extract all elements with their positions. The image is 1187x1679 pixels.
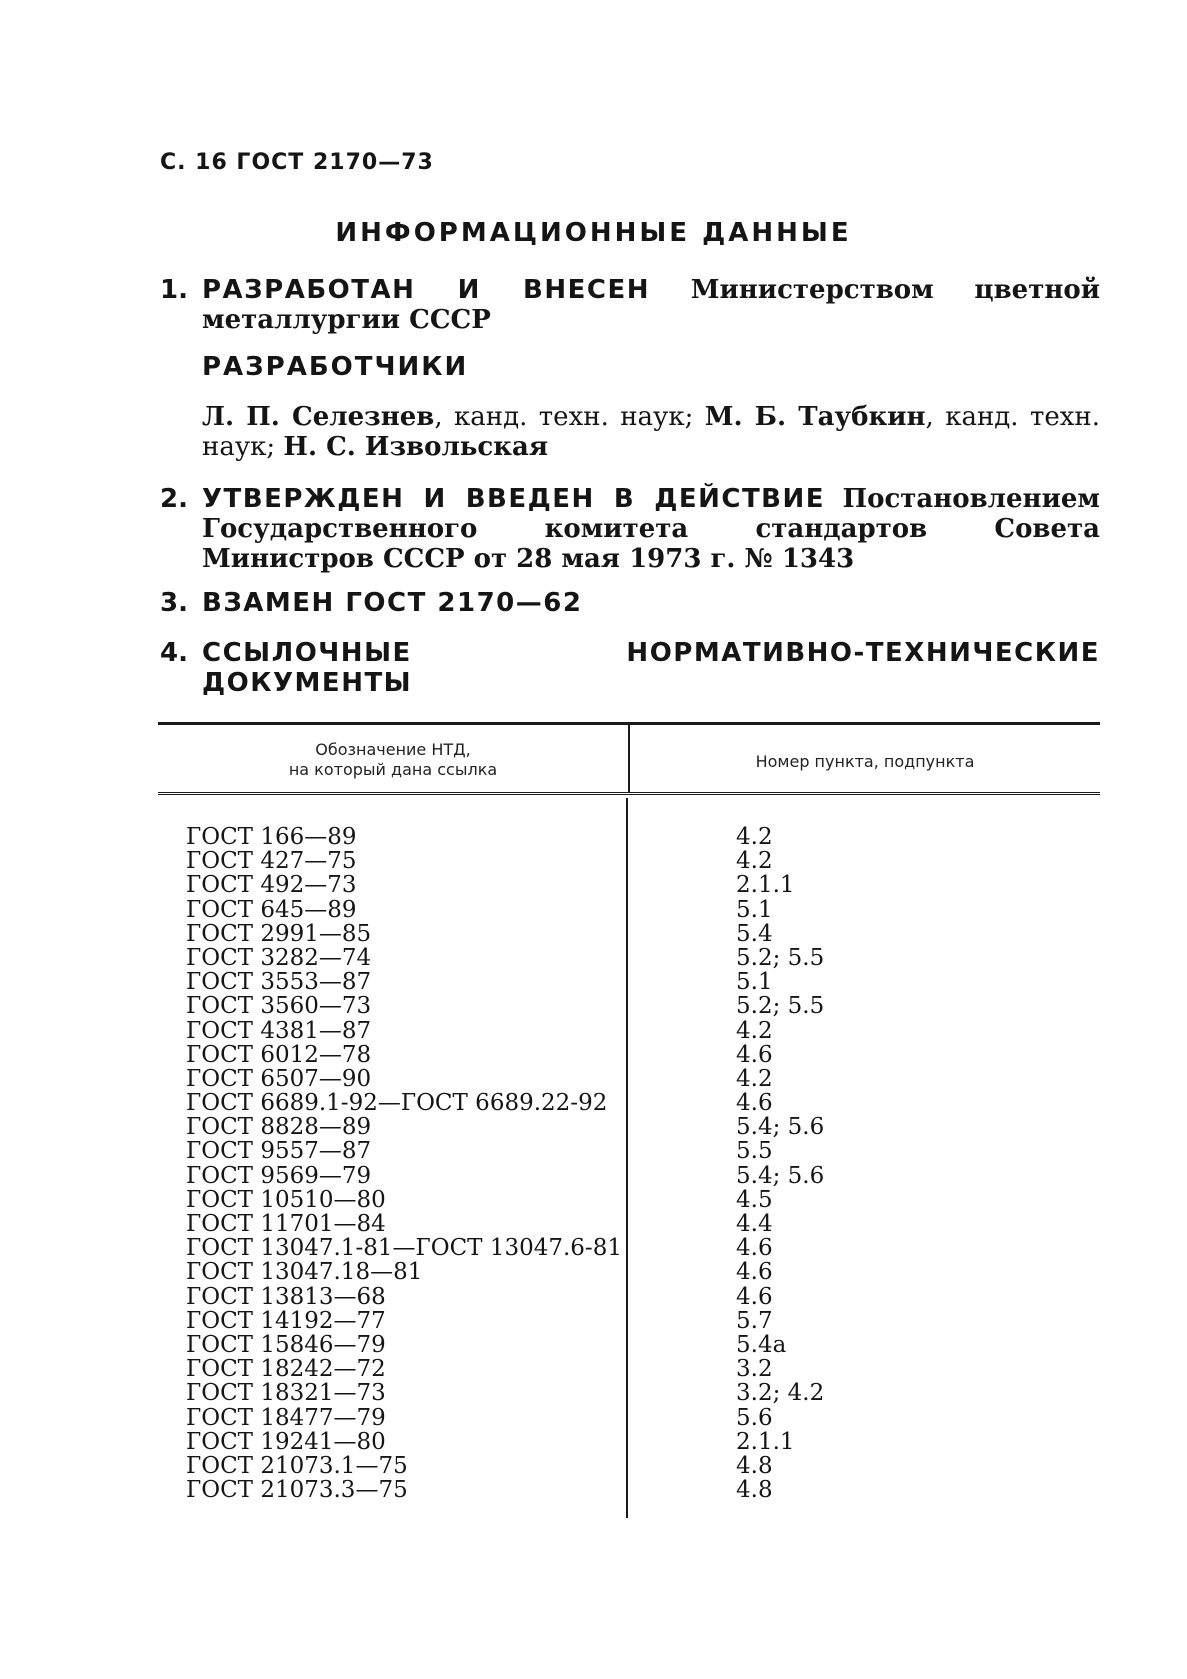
table-row xyxy=(158,1236,1100,1260)
table-rows xyxy=(158,825,1100,1502)
table-row xyxy=(158,873,1100,897)
item-4-caps: ССЫЛОЧНЫЕ НОРМАТИВНО-ТЕХНИЧЕСКИЕ ДОКУМЕНТЫ xyxy=(202,638,1100,698)
column-header-reference-line1: Обозначение НТД, xyxy=(315,740,471,759)
clause-cell: 5.2; 5.5 xyxy=(736,993,825,1020)
clause-cell: 5.4; 5.6 xyxy=(736,1162,825,1189)
clause-cell: 4.6 xyxy=(736,1090,773,1117)
table-row xyxy=(158,1260,1100,1284)
item-1 xyxy=(160,275,1100,335)
clause-cell: 5.4а xyxy=(736,1331,787,1358)
developers-list xyxy=(202,402,1100,462)
table-row xyxy=(158,1067,1100,1091)
item-1-number: 1. xyxy=(160,275,188,305)
reference-cell: ГОСТ 9557—87 xyxy=(186,1138,372,1165)
reference-cell: ГОСТ 6507—90 xyxy=(186,1065,372,1092)
table-row xyxy=(158,1381,1100,1405)
table-row xyxy=(158,994,1100,1018)
reference-cell: ГОСТ 13047.1-81—ГОСТ 13047.6-81 xyxy=(186,1235,622,1262)
table-row xyxy=(158,1091,1100,1115)
reference-cell: ГОСТ 14192—77 xyxy=(186,1307,386,1334)
clause-cell: 5.6 xyxy=(736,1404,773,1431)
reference-cell: ГОСТ 492—73 xyxy=(186,872,357,899)
item-1-text: Министерством цветной металлургии СССР xyxy=(202,275,1100,335)
column-header-reference-line2: на который дана ссылка xyxy=(288,760,498,779)
table-row xyxy=(158,1019,1100,1043)
clause-cell: 4.8 xyxy=(736,1452,773,1479)
table-row xyxy=(158,1285,1100,1309)
clause-cell: 4.2 xyxy=(736,1017,773,1044)
clause-cell: 2.1.1 xyxy=(736,872,795,899)
item-3-caps: ВЗАМЕН ГОСТ 2170—62 xyxy=(202,588,583,618)
reference-cell: ГОСТ 9569—79 xyxy=(186,1162,372,1189)
table-row xyxy=(158,1430,1100,1454)
table-row xyxy=(158,1406,1100,1430)
clause-cell: 4.6 xyxy=(736,1259,773,1286)
reference-cell: ГОСТ 21073.3—75 xyxy=(186,1477,408,1504)
developer-2-degree: , канд. техн. наук; xyxy=(202,402,1100,462)
table-row xyxy=(158,970,1100,994)
reference-cell: ГОСТ 15846—79 xyxy=(186,1331,386,1358)
item-4 xyxy=(160,638,1100,698)
reference-cell: ГОСТ 3560—73 xyxy=(186,993,372,1020)
clause-cell: 5.1 xyxy=(736,969,773,996)
clause-cell: 4.4 xyxy=(736,1211,773,1237)
developers-heading: РАЗРАБОТЧИКИ xyxy=(202,352,469,382)
item-2-caps: УТВЕРЖДЕН И ВВЕДЕН В ДЕЙСТВИЕ xyxy=(202,484,826,514)
reference-cell: ГОСТ 645—89 xyxy=(186,896,357,923)
item-4-number: 4. xyxy=(160,638,188,668)
table-row xyxy=(158,825,1100,849)
clause-cell: 4.8 xyxy=(736,1477,773,1504)
clause-cell: 2.1.1 xyxy=(736,1428,795,1455)
section-title: ИНФОРМАЦИОННЫЕ ДАННЫЕ xyxy=(335,218,852,248)
table-row xyxy=(158,1115,1100,1139)
clause-cell: 5.2; 5.5 xyxy=(736,944,825,971)
clause-cell: 4.5 xyxy=(736,1186,773,1213)
reference-cell: ГОСТ 427—75 xyxy=(186,848,357,875)
reference-cell: ГОСТ 6689.1-92—ГОСТ 6689.22-92 xyxy=(186,1090,608,1117)
item-1-body xyxy=(202,275,1100,335)
clause-cell: 4.6 xyxy=(736,1041,773,1068)
developer-1-degree: , канд. техн. наук; xyxy=(434,402,705,432)
table-row xyxy=(158,922,1100,946)
running-header: С. 16 ГОСТ 2170—73 xyxy=(160,150,434,175)
table-row xyxy=(158,1212,1100,1236)
item-3-number: 3. xyxy=(160,588,188,618)
clause-cell: 4.2 xyxy=(736,1065,773,1092)
column-header-clause: Номер пункта, подпункта xyxy=(755,752,975,771)
clause-cell: 3.2 xyxy=(736,1356,773,1383)
table-row xyxy=(158,1333,1100,1357)
item-4-body xyxy=(202,638,1100,698)
clause-cell: 4.6 xyxy=(736,1235,773,1262)
developer-3: Н. С. Извольская xyxy=(283,432,549,462)
reference-cell: ГОСТ 13813—68 xyxy=(186,1283,386,1310)
table-row xyxy=(158,1188,1100,1212)
clause-cell: 4.2 xyxy=(736,848,773,875)
reference-cell: ГОСТ 2991—85 xyxy=(186,920,372,947)
developer-2: М. Б. Таубкин xyxy=(704,402,926,432)
table-row xyxy=(158,1357,1100,1381)
column-header-reference xyxy=(158,740,628,780)
item-2 xyxy=(160,484,1100,574)
table-row xyxy=(158,898,1100,922)
clause-cell: 3.2; 4.2 xyxy=(736,1380,825,1407)
item-1-caps: РАЗРАБОТАН И ВНЕСЕН xyxy=(202,275,650,305)
clause-cell: 5.4; 5.6 xyxy=(736,1114,825,1141)
reference-cell: ГОСТ 21073.1—75 xyxy=(186,1452,408,1479)
table-header-rule xyxy=(158,792,1100,795)
item-3-body xyxy=(202,588,1100,618)
reference-cell: ГОСТ 18477—79 xyxy=(186,1404,386,1431)
clause-cell: 4.2 xyxy=(736,824,773,850)
table-row xyxy=(158,1043,1100,1067)
clause-cell: 5.4 xyxy=(736,920,773,947)
table-row xyxy=(158,1478,1100,1502)
item-2-text: Постановлением Государственного комитета стандартов Совета Министров СССР от 28 мая 1973 г. № 1343 xyxy=(202,484,1100,574)
reference-cell: ГОСТ 6012—78 xyxy=(186,1041,372,1068)
item-2-body xyxy=(202,484,1100,574)
table-row xyxy=(158,946,1100,970)
item-3 xyxy=(160,588,1100,618)
table-row xyxy=(158,849,1100,873)
table-row xyxy=(158,1454,1100,1478)
reference-cell: ГОСТ 19241—80 xyxy=(186,1428,386,1455)
reference-cell: ГОСТ 11701—84 xyxy=(186,1211,386,1237)
item-2-number: 2. xyxy=(160,484,188,514)
clause-cell: 5.1 xyxy=(736,896,773,923)
reference-cell: ГОСТ 13047.18—81 xyxy=(186,1259,423,1286)
reference-cell: ГОСТ 4381—87 xyxy=(186,1017,372,1044)
developer-1: Л. П. Селезнев xyxy=(202,402,435,432)
reference-cell: ГОСТ 166—89 xyxy=(186,824,357,850)
table-row xyxy=(158,1139,1100,1163)
reference-cell: ГОСТ 18242—72 xyxy=(186,1356,386,1383)
clause-cell: 5.5 xyxy=(736,1138,773,1165)
reference-cell: ГОСТ 8828—89 xyxy=(186,1114,372,1141)
clause-cell: 4.6 xyxy=(736,1283,773,1310)
reference-cell: ГОСТ 3282—74 xyxy=(186,944,372,971)
reference-cell: ГОСТ 10510—80 xyxy=(186,1186,386,1213)
table-row xyxy=(158,1309,1100,1333)
table-row xyxy=(158,1164,1100,1188)
clause-cell: 5.7 xyxy=(736,1307,773,1334)
reference-cell: ГОСТ 3553—87 xyxy=(186,969,372,996)
reference-cell: ГОСТ 18321—73 xyxy=(186,1380,386,1407)
references-table xyxy=(158,722,1100,1522)
